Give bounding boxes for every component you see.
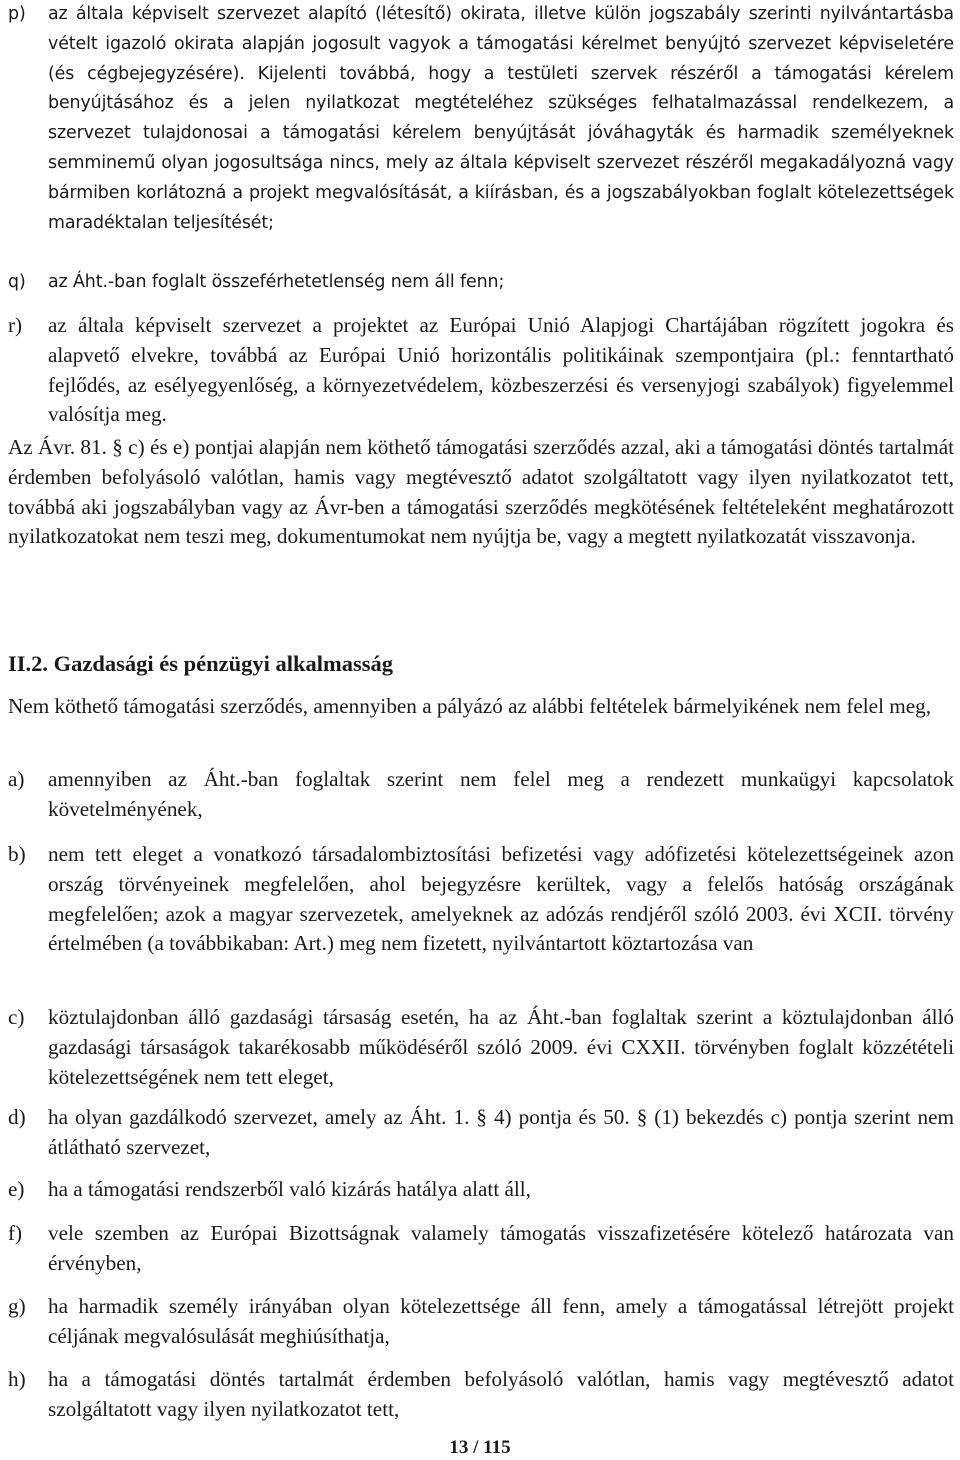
list-item-a — [8, 765, 954, 825]
list-item-text: az általa képviselt szervezet alapító (létesítő) okirata, illetve külön jogszabály szerinti nyilvántartásba vételt igazoló okirata alapján jogosult vagyok a támogatási kérelmet benyújtó szervezet képviseletére (és cégbejegyzésére). Kijelenti továbbá, hogy a testületi szervek részéről a támogatási kérelem benyújtásához és a jelen nyilatkozat megtételéhez szükséges felhatalmazással rendelkezem, a szervezet tulajdonosai a támogatási kérelem benyújtását jóváhagyták és harmadik személyeknek semminemű olyan jogosultsága nincs, mely az általa képviselt szervezet részéről megakadályozná vagy bármiben korlátozná a projekt megvalósítását, a kiírásban, és a jogszabályokban foglalt kötelezettségek maradéktalan teljesítését; — [48, 4, 954, 233]
list-item-d — [8, 1103, 954, 1163]
avr-paragraph: Az Ávr. 81. § c) és e) pontjai alapján nem köthető támogatási szerződés azzal, aki a támogatási döntés tartalmát érdemben befolyásoló valótlan, hamis vagy megtévesztő adatot szolgáltatott vagy ilyen nyilatkozatot tett, továbbá aki jogszabályban vagy az Ávr-ben a támogatási szerződés megkötésének feltételeként meghatározott nyilatkozatokat nem teszi meg, dokumentumokat nem nyújtja be, vagy a megtett nyilatkozatát visszavonja. — [8, 435, 954, 549]
list-marker: f) — [8, 1221, 23, 1245]
section-heading: II.2. Gazdasági és pénzügyi alkalmasság — [8, 651, 394, 676]
list-item-p — [8, 0, 954, 238]
list-marker: q) — [8, 272, 26, 292]
list-item-text: amennyiben az Áht.-ban foglaltak szerint nem felel meg a rendezett munkaügyi kapcsolatok követelményének, — [48, 767, 954, 821]
list-item-e — [8, 1175, 954, 1205]
list-marker: e) — [8, 1177, 25, 1201]
list-marker: p) — [8, 4, 26, 24]
list-item-text: az Áht.-ban foglalt összeférhetetlenség nem áll fenn; — [48, 272, 505, 292]
list-item-text: ha a támogatási rendszerből való kizárás hatálya alatt áll, — [48, 1177, 531, 1201]
list-marker: d) — [8, 1105, 26, 1129]
list-item-b — [8, 840, 954, 959]
list-item-text: ha olyan gazdálkodó szervezet, amely az Áht. 1. § 4) pontja és 50. § (1) bekezdés c) pontja szerint nem átlátható szervezet, — [48, 1105, 954, 1159]
list-item-g — [8, 1292, 954, 1352]
list-item-q — [8, 268, 954, 298]
list-item-text: nem tett eleget a vonatkozó társadalombiztosítási befizetési vagy adófizetési kötelezettségeinek azon ország törvényeinek megfelelően, ahol bejegyzésre kerültek, vagy a felelős hatóság országának megfelelően; azok a magyar szervezetek, amelyeknek az adózás rendjéről szóló 2003. évi XCII. törvény értelmében (a továbbikaban: Art.) meg nem fizetett, nyilvántartott köztartozása van — [48, 842, 954, 956]
list-marker: c) — [8, 1005, 25, 1029]
list-marker: a) — [8, 767, 25, 791]
list-item-r — [8, 311, 954, 430]
list-marker: r) — [8, 313, 23, 337]
list-marker: h) — [8, 1367, 26, 1391]
section-intro: Nem köthető támogatási szerződés, amennyiben a pályázó az alábbi feltételek bármelyikének nem felel meg, — [8, 694, 932, 718]
list-item-text: ha harmadik személy irányában olyan kötelezettsége áll fenn, amely a támogatással létrejött projekt céljának megvalósulását meghiúsíthatja, — [48, 1294, 954, 1348]
list-item-f — [8, 1219, 954, 1279]
list-item-text: ha a támogatási döntés tartalmát érdemben befolyásoló valótlan, hamis vagy megtévesztő adatot szolgáltatott vagy ilyen nyilatkozatot tett, — [48, 1367, 954, 1421]
list-item-h — [8, 1365, 954, 1425]
list-item-text: az általa képviselt szervezet a projektet az Európai Unió Alapjogi Chartájában rögzített jogokra és alapvető elvekre, továbbá az Európai Unió horizontális politikáinak szempontjaira (pl.: fenntartható fejlődés, az esélyegyenlőség, a környezetvédelem, közbeszerzési és versenyjogi szabályok) figyelemmel valósítja meg. — [48, 313, 954, 427]
list-item-text: köztulajdonban álló gazdasági társaság esetén, ha az Áht.-ban foglaltak szerint a köztulajdonban álló gazdasági társaságok takarékosabb működéséről szóló 2009. évi CXXII. törvényben foglalt közzétételi kötelezettségének nem tett eleget, — [48, 1005, 954, 1089]
list-marker: g) — [8, 1294, 26, 1318]
page-number: 13 / 115 — [449, 1437, 511, 1458]
list-marker: b) — [8, 842, 26, 866]
list-item-text: vele szemben az Európai Bizottságnak valamely támogatás visszafizetésére kötelező határozata van érvényben, — [48, 1221, 954, 1275]
list-item-c — [8, 1003, 954, 1092]
